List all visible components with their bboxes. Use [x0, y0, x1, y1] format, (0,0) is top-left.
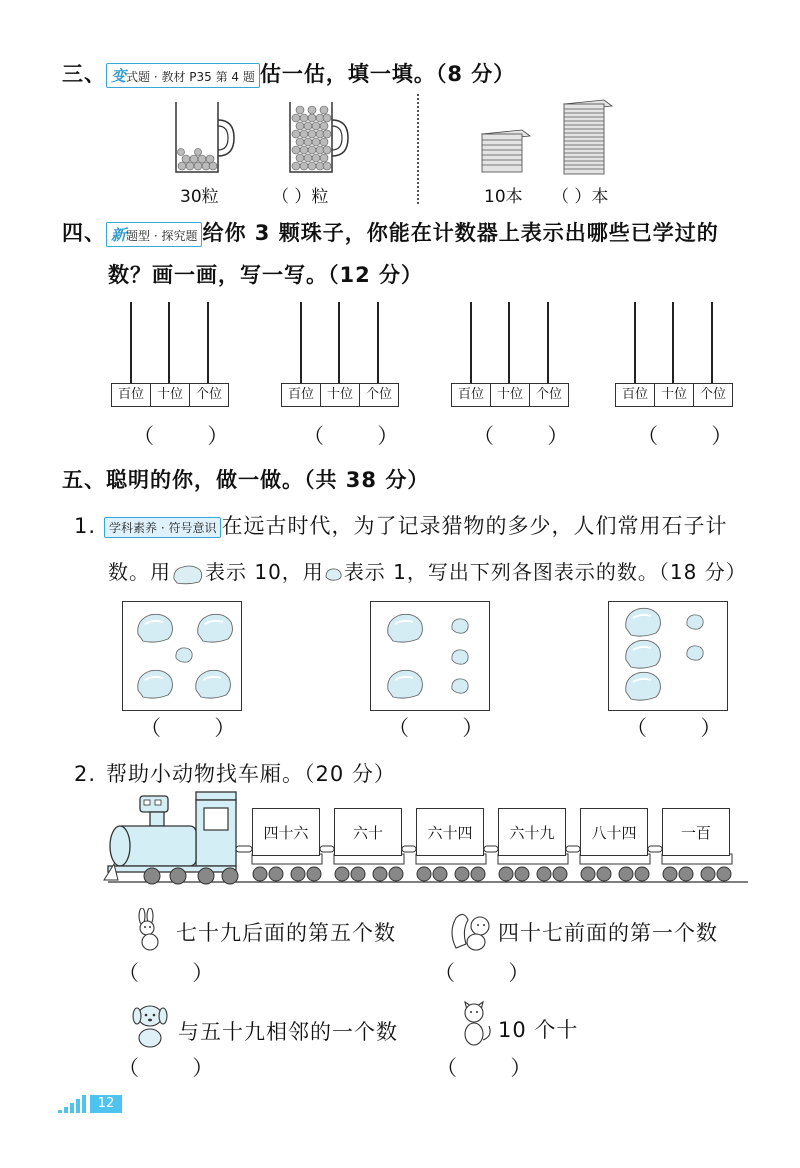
clue-squirrel: 四十七前面的第一个数: [498, 921, 718, 945]
abacus-rod-ones[interactable]: [207, 302, 209, 384]
abacus-place-labels: 百位 十位 个位: [615, 383, 733, 407]
section5-heading: 五、聪明的你，做一做。（共 38 分）: [62, 468, 430, 492]
small-book-stack-image: [478, 126, 534, 176]
q1-line1: [74, 510, 727, 540]
clue-puppy: 与五十九相邻的一个数: [178, 1020, 398, 1044]
books2-answer-blank[interactable]: （ ）本: [552, 187, 609, 207]
q2-title: 帮助小动物找车厢。（20 分）: [106, 762, 396, 786]
abacus-place-labels: 百位 十位 个位: [281, 383, 399, 407]
train-car-4[interactable]: 六十九: [498, 808, 566, 856]
train-car-3[interactable]: 六十四: [416, 808, 484, 856]
section3-number: 三、: [62, 62, 106, 86]
big-stone-icon: [171, 563, 205, 585]
train-car-5[interactable]: 八十四: [580, 808, 648, 856]
abacus-rod-tens[interactable]: [508, 302, 510, 384]
q1-text-b: 表示 10，用: [205, 560, 324, 584]
q1-text-a: 数。用: [108, 560, 171, 584]
abacus-rod-ones[interactable]: [711, 302, 713, 384]
kitten-answer-blank[interactable]: （ ）: [436, 1056, 532, 1080]
abacus-rod-hundreds[interactable]: [634, 302, 636, 384]
q1-number: 1.: [74, 514, 97, 538]
abacus-rod-hundreds[interactable]: [130, 302, 132, 384]
section3-divider: [417, 94, 419, 204]
abacus-answer-blank[interactable]: （ ）: [473, 424, 569, 448]
abacus-place-labels: 百位 十位 个位: [451, 383, 569, 407]
section4-number: 四、: [62, 221, 106, 245]
abacus-rod-hundreds[interactable]: [470, 302, 472, 384]
clue-rabbit: 七十九后面的第五个数: [176, 921, 396, 945]
section3-title: 估一估，填一填。（8 分）: [259, 62, 516, 86]
q1-tag: 学科素养 · 符号意识: [104, 517, 221, 538]
train-car-1[interactable]: 四十六: [252, 808, 320, 856]
abacus-rod-hundreds[interactable]: [300, 302, 302, 384]
train-car-6[interactable]: 一百: [662, 808, 730, 856]
squirrel-icon: [450, 908, 496, 952]
jar-many-beads-image: [282, 98, 354, 176]
puppy-answer-blank[interactable]: （ ）: [118, 1056, 214, 1080]
stones-answer-blank-1[interactable]: （ ）: [140, 716, 236, 740]
stone-box-2: [370, 601, 490, 711]
rabbit-icon: [130, 908, 168, 952]
kitten-icon: [455, 996, 495, 1048]
stones-image: [371, 602, 489, 710]
page-stairs-icon: [58, 1092, 90, 1114]
stones-answer-blank-2[interactable]: （ ）: [388, 716, 484, 740]
stones-answer-blank-3[interactable]: （ ）: [626, 716, 722, 740]
section3-tag: 变式题 · 教材 P35 第 4 题: [106, 63, 260, 88]
large-book-stack-image: [560, 98, 616, 176]
stones-image: [123, 602, 241, 710]
q2-heading: [74, 758, 396, 788]
section3-heading: [62, 58, 515, 88]
section4-tag: 新题型 · 探究题: [106, 222, 202, 247]
abacus-place-labels: 百位 十位 个位: [111, 383, 229, 407]
abacus-rod-ones[interactable]: [547, 302, 549, 384]
small-stone-icon: [324, 565, 344, 583]
abacus-answer-blank[interactable]: （ ）: [637, 424, 733, 448]
abacus-answer-blank[interactable]: （ ）: [303, 424, 399, 448]
abacus-answer-blank[interactable]: （ ）: [133, 424, 229, 448]
section4-heading: [62, 217, 719, 247]
stones-image: [609, 602, 727, 710]
jar2-answer-blank[interactable]: （ ）粒: [272, 187, 329, 207]
squirrel-answer-blank[interactable]: （ ）: [434, 961, 530, 985]
abacus-rod-tens[interactable]: [168, 302, 170, 384]
abacus-rod-tens[interactable]: [672, 302, 674, 384]
books1-label: 10本: [484, 187, 523, 207]
clue-kitten: 10 个十: [498, 1018, 579, 1042]
jar1-label: 30粒: [180, 187, 219, 207]
puppy-icon: [128, 1000, 174, 1052]
abacus-rod-ones[interactable]: [377, 302, 379, 384]
stone-box-3: [608, 601, 728, 711]
q1-text-line1: 在远古时代，为了记录猎物的多少，人们常用石子计: [221, 514, 728, 538]
section4-title-line2: 数？画一画，写一写。（12 分）: [108, 263, 424, 287]
q2-number: 2.: [74, 762, 97, 786]
q1-line2: [108, 556, 747, 585]
stone-box-1: [122, 601, 242, 711]
jar-few-beads-image: [168, 98, 240, 176]
section4-title-line1: 给你 3 颗珠子，你能在计数器上表示出哪些已学过的: [202, 221, 719, 245]
train-car-2[interactable]: 六十: [334, 808, 402, 856]
q1-text-c: 表示 1，写出下列各图表示的数。（18 分）: [343, 560, 747, 584]
rabbit-answer-blank[interactable]: （ ）: [118, 961, 214, 985]
abacus-rod-tens[interactable]: [338, 302, 340, 384]
page-number: 12: [90, 1095, 122, 1113]
